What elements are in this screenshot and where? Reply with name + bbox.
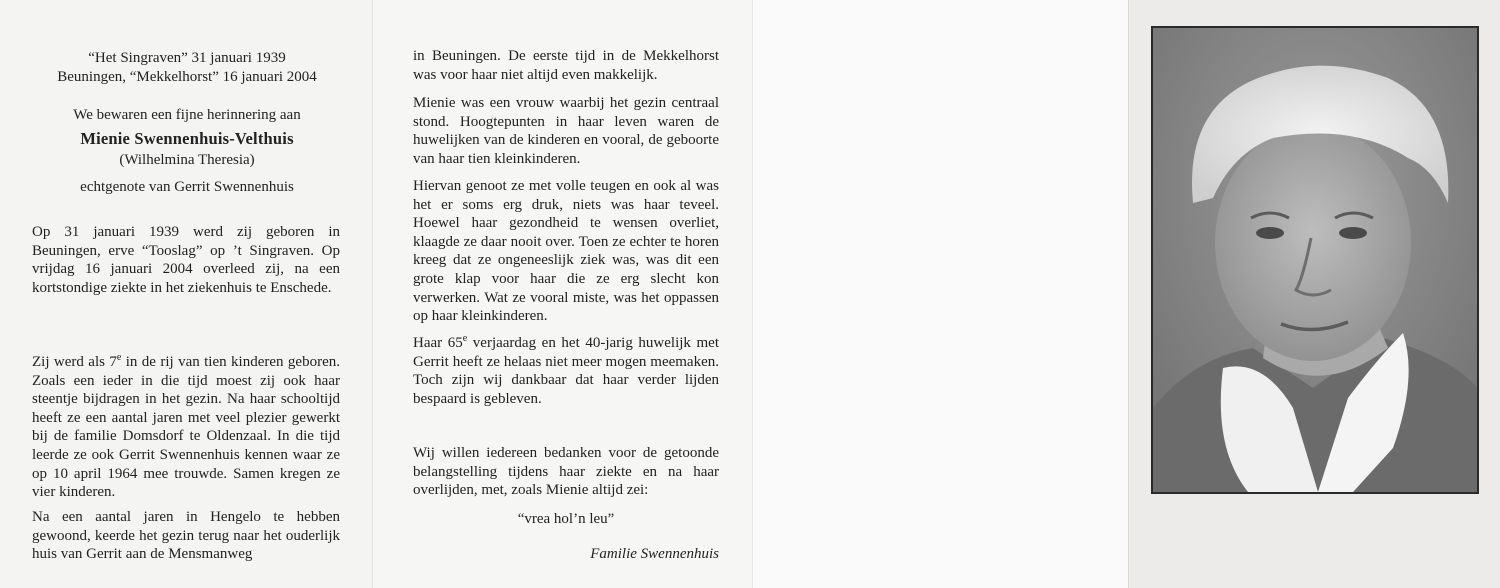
story-paragraph-1 xyxy=(413,47,719,84)
photo-frame xyxy=(1151,26,1479,494)
header-dates xyxy=(32,49,342,86)
remember-line: We bewaren een fijne herinnering aan xyxy=(73,107,301,123)
spouse-line: echtgenote van Gerrit Swennenhuis xyxy=(80,178,294,195)
quote: “vrea hol’n leu” xyxy=(517,511,615,527)
biography-text-2b: in de rij van tien kinderen geboren. Zoals een ieder in die tijd moest zij ook haar steentje bijdragen in het gezin. Na haar schooltijd heeft ze een aantal jaren met veel plezier gewerkt bij de familie Domsdorf te Oldenzaal. In die tijd leerde ze ook Gerrit Swennenhuis kennen waar ze op 10 april 1964 mee trouwde. Samen kregen ze vier kinderen. xyxy=(32,354,340,501)
signature: Familie Swennenhuis xyxy=(590,546,719,562)
thanks-paragraph xyxy=(413,444,719,500)
card-panel-photo xyxy=(1128,0,1500,588)
death-line: Beuningen, “Mekkelhorst” 16 januari 2004 xyxy=(57,68,317,85)
story-paragraph-3 xyxy=(413,177,719,326)
biography-text-2a: Zij werd als 7 xyxy=(32,354,117,370)
story-paragraph-2 xyxy=(413,94,719,168)
portrait-photo xyxy=(1153,28,1477,492)
story-paragraph-4 xyxy=(413,334,719,408)
story-text-3: Hiervan genoot ze met volle teugen en ook al was het er soms erg druk, niets was haar teveel. Hoewel haar gezondheid te wensen overliet, klaagde ze daar nooit over. Toen ze echter te horen kreeg dat ze ongeneeslijk ziek was, was dit een grote klap voor haar die ze erg slecht kon verwerken. Wat ze vooral miste, was het oppassen op haar kleinkinderen. xyxy=(413,178,719,325)
biography-paragraph-3 xyxy=(32,508,340,564)
card-panel-left xyxy=(0,0,372,588)
birth-line: “Het Singraven” 31 januari 1939 xyxy=(88,50,286,66)
biography-paragraph-1 xyxy=(32,223,340,297)
card-panel-blank xyxy=(752,0,1128,588)
biography-paragraph-2 xyxy=(32,353,340,502)
story-text-1: in Beuningen. De eerste tijd in de Mekkelhorst was voor haar niet altijd even makkelijk. xyxy=(413,48,719,83)
biography-text-3: Na een aantal jaren in Hengelo te hebben gewoond, keerde het gezin terug naar het ouderlijk huis van Gerrit aan de Mensmanweg xyxy=(32,509,340,563)
ordinal-suffix: e xyxy=(462,333,468,344)
card-panel-middle xyxy=(372,0,752,588)
intro-block xyxy=(32,106,342,196)
story-text-2: Mienie was een vrouw waarbij het gezin centraal stond. Hoogtepunten in haar leven waren de huwelijken van de kinderen en vooral, de geboorte van haar tien kleinkinderen. xyxy=(413,95,719,167)
story-text-4 xyxy=(413,334,719,408)
ordinal-suffix: e xyxy=(116,352,122,363)
deceased-full-name: (Wilhelmina Theresia) xyxy=(119,152,255,169)
story-text-4b: verjaardag en het 40-jarig huwelijk met Gerrit heeft ze helaas niet meer mogen meemaken. Toch zijn wij dankbaar dat haar verder lijden bespaard is gebleven. xyxy=(413,335,719,407)
deceased-name: Mienie Swennenhuis-Velthuis xyxy=(80,128,294,148)
biography-text-1: Op 31 januari 1939 werd zij geboren in Beuningen, erve “Tooslag” op ’t Singraven. Op vrijdag 16 januari 2004 overleed zij, na een kortstondige ziekte in het ziekenhuis te Enschede. xyxy=(32,224,340,296)
biography-text-2 xyxy=(32,353,340,502)
thanks-text: Wij willen iedereen bedanken voor de getoonde belangstelling tijdens haar ziekte en na haar overlijden, met, zoals Mienie altijd zei: xyxy=(413,445,719,499)
story-text-4a: Haar 65 xyxy=(413,335,463,351)
